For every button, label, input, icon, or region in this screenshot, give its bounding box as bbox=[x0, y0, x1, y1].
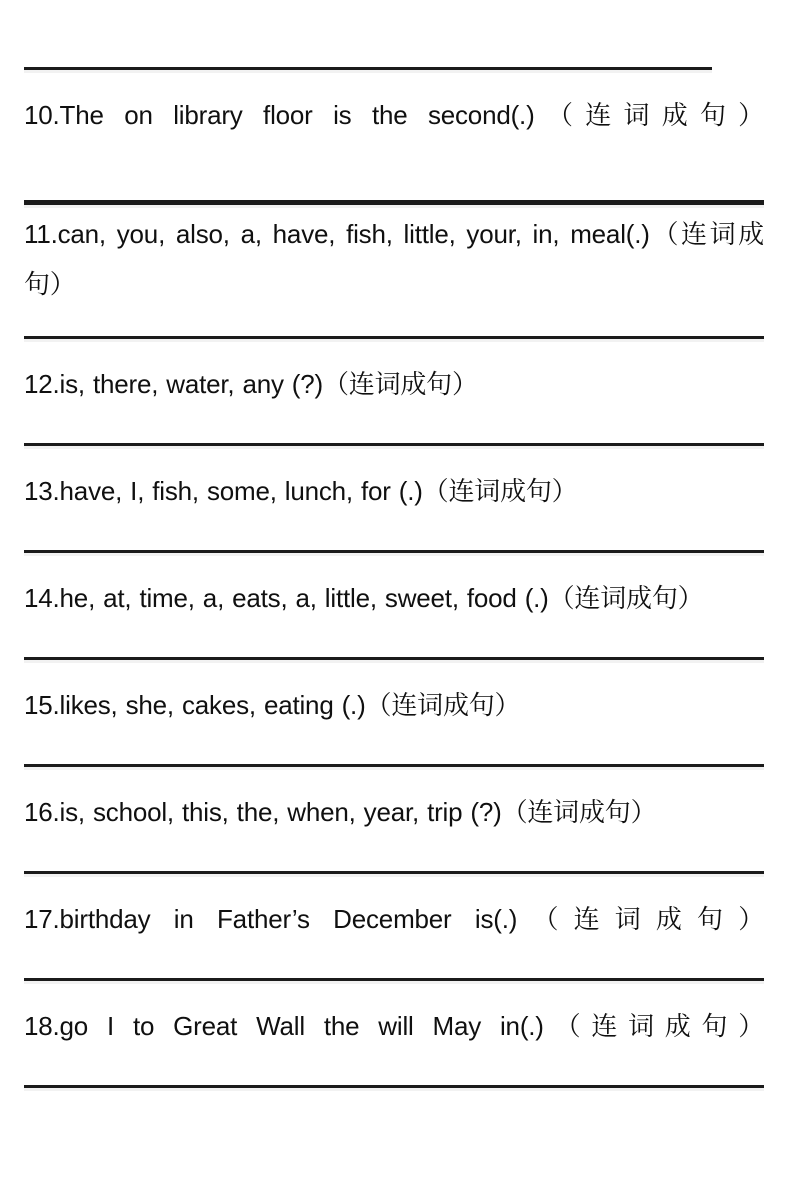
answer-line bbox=[24, 1085, 764, 1088]
answer-line bbox=[24, 550, 764, 553]
question-item-16: 16.is, school, this, the, when, year, trip (?)（连词成句） bbox=[24, 797, 657, 827]
question-item-18: 18.go I to Great Wall the will May in(.)（连词成句） bbox=[24, 1011, 764, 1041]
answer-line bbox=[24, 200, 764, 205]
answer-line bbox=[24, 67, 712, 70]
answer-line bbox=[24, 871, 764, 874]
question-item-15: 15.likes, she, cakes, eating (.)（连词成句） bbox=[24, 690, 521, 720]
question-item-10: 10.The on library floor is the second(.)（连词成句） bbox=[24, 100, 764, 130]
question-item-17: 17.birthday in Father’s December is(.)（连词成句） bbox=[24, 904, 764, 934]
question-item-14: 14.he, at, time, a, eats, a, little, sweet, food (.)（连词成句） bbox=[24, 583, 704, 613]
worksheet-page bbox=[0, 67, 793, 1189]
answer-line bbox=[24, 764, 764, 767]
question-item-13: 13.have, I, fish, some, lunch, for (.)（连词成句） bbox=[24, 476, 578, 506]
answer-line bbox=[24, 657, 764, 660]
answer-line bbox=[24, 443, 764, 446]
question-item-12: 12.is, there, water, any (?)（连词成句） bbox=[24, 369, 478, 399]
answer-line bbox=[24, 978, 764, 981]
question-item-11: 11.can, you, also, a, have, fish, little, your, in, meal(.)（连词成句） bbox=[24, 219, 764, 299]
answer-line bbox=[24, 336, 764, 339]
